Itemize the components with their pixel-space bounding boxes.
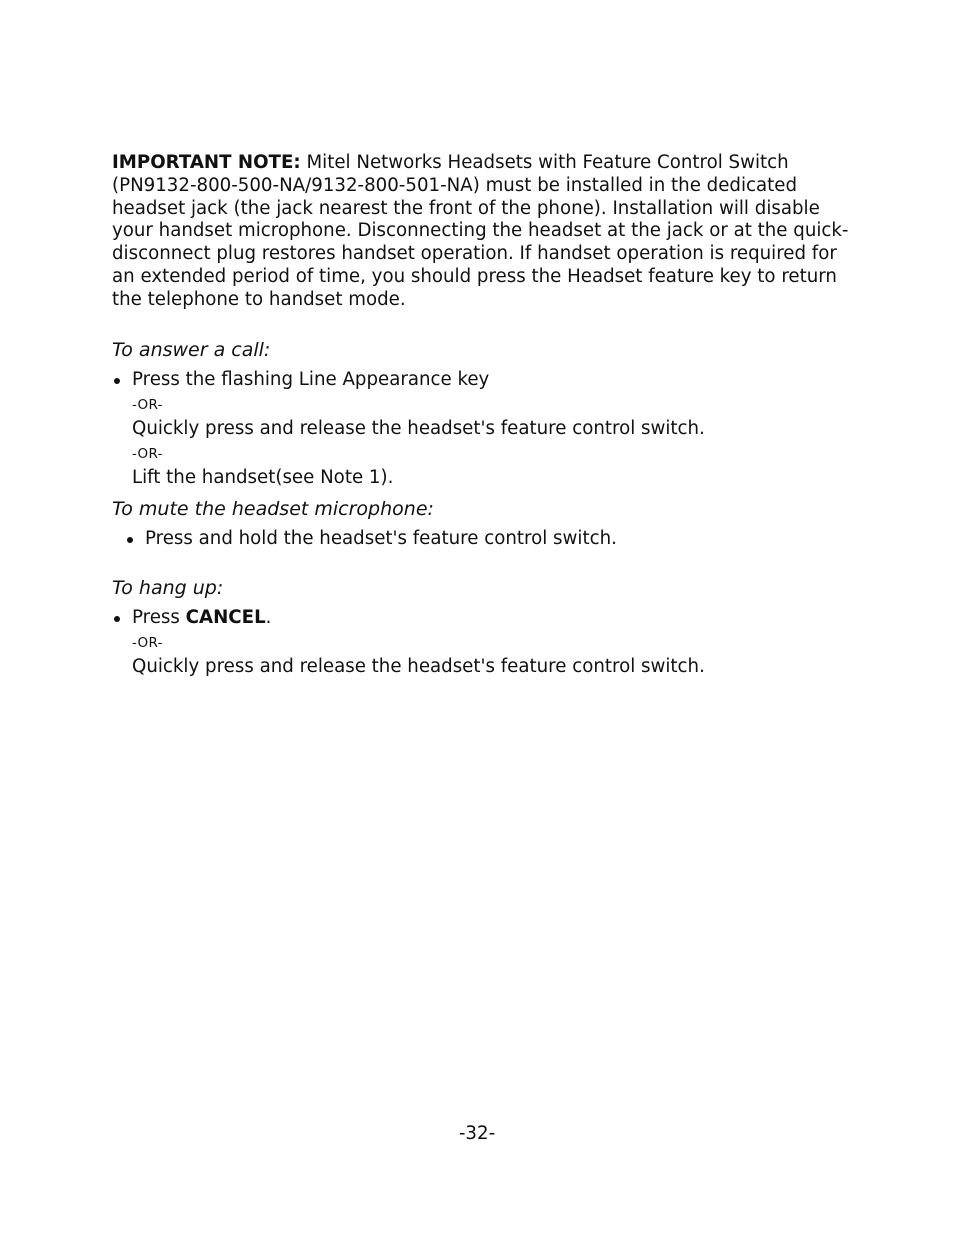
hang-up-option-2: Quickly press and release the headset's feature control switch. <box>132 656 705 677</box>
mute-heading: To mute the headset microphone: <box>112 498 434 520</box>
hang-up-option-1 <box>132 606 852 631</box>
or-separator: -OR- <box>132 445 163 462</box>
important-note-label: IMPORTANT NOTE: <box>112 152 301 173</box>
answer-call-heading: To answer a call: <box>112 339 271 361</box>
hang-up-suffix: . <box>265 607 272 628</box>
answer-call-body <box>132 368 852 491</box>
mute-option-1: Press and hold the headset's feature control switch. <box>145 528 617 549</box>
hang-up-prefix: Press <box>132 607 186 628</box>
or-separator: -OR- <box>132 634 163 651</box>
hang-up-body <box>132 606 852 680</box>
page-number: -32- <box>458 1123 496 1144</box>
hang-up-heading: To hang up: <box>112 577 224 599</box>
answer-option-1: Press the flashing Line Appearance key <box>132 369 490 390</box>
mute-body <box>145 527 865 552</box>
cancel-key-label: CANCEL <box>185 607 266 628</box>
important-note-text: Mitel Networks Headsets with Feature Control Switch (PN9132-800-500-NA/9132-800-501-NA) must be installed in the dedicated headset jack (the jack nearest the front of the phone). Installation will disable your handset microphone. Disconnecting the headset at the jack or at the quick-disconnect plug restores handset operation. If handset operation is required for an extended period of time, you should press the Headset feature key to return the telephone to handset mode. <box>112 152 849 310</box>
answer-option-3: Lift the handset(see Note 1). <box>132 467 394 488</box>
important-note <box>112 152 852 312</box>
answer-option-2: Quickly press and release the headset's feature control switch. <box>132 418 705 439</box>
or-separator: -OR- <box>132 396 163 413</box>
